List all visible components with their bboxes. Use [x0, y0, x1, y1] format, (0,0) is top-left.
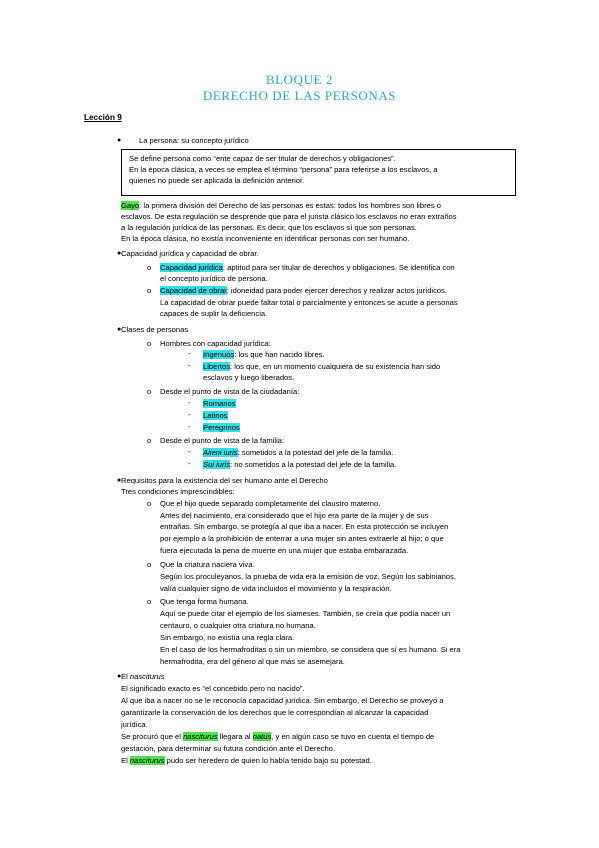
condition-text: Sin embargo, no existía una regla clara.	[160, 633, 295, 642]
bullet-icon: ●	[117, 673, 122, 680]
sub-bullet-icon: o	[147, 560, 152, 569]
gayo-highlight: Gayo	[121, 201, 140, 210]
condition-text: fuera ejecutada la pena de muerte en una mujer que estaba embarazada.	[160, 546, 409, 555]
bullet-icon: ●	[117, 250, 122, 257]
nasciturus-text: Al que iba a nacer no se le reconocía capacidad jurídica. Sin embargo, el Derecho se proveyó a	[121, 696, 444, 705]
capacidad-juridica-line: Capacidad jurídica: aptitud para ser titular de derechos y obligaciones. Se identifica con	[160, 263, 455, 272]
sub-bullet-icon: o	[147, 436, 152, 445]
capacidad-juridica-highlight: Capacidad jurídica	[160, 263, 223, 272]
condition-title: Que la criatura naciera viva.	[160, 560, 255, 569]
capacidad-juridica-line: el concepto jurídico de persona.	[160, 274, 268, 283]
condition-title: Que el hijo quede separado completamente del claustro materno.	[160, 499, 381, 508]
sub-bullet-icon: o	[147, 339, 152, 348]
capacidad-obrar-highlight: Capacidad de obrar	[160, 286, 227, 295]
capacidad-obrar-line: capaces de suplir la deficiencia.	[160, 309, 268, 318]
condition-text: Aquí se puede citar el ejemplo de los siameses. También, se creía que podía nacer un	[160, 609, 451, 618]
alieni-line: Alieni iuris: sometidos a la potestad del jefe de la familia.	[203, 448, 394, 457]
libertos-line: Libertos: los que, en un momento cualquiera de su existencia han sido	[203, 362, 441, 371]
document-title-line1: BLOQUE 2	[265, 72, 334, 87]
section-clases-heading: Clases de personas	[121, 325, 189, 334]
definition-line: En la época clásica, a veces se emplea el término “persona” para referirse a los esclavos, a	[129, 165, 438, 174]
gayo-paragraph-line: a la regulación jurídica de las personas. Es decir, que los esclavos sí que son personas.	[121, 223, 417, 232]
condition-text: por ejemplo a la prohibición de enterrar a una mujer sin antes extraerle al hijo; o que	[160, 534, 444, 543]
nasciturus-text: jurídica.	[121, 720, 148, 729]
romanos-item: Romanos	[203, 399, 236, 408]
peregrinos-item: Peregrinos	[203, 423, 240, 432]
condition-text: hermafrodita, era del género al que más se asemejara.	[160, 657, 345, 666]
clases-sub-heading: Desde el punto de vista de la familia:	[160, 436, 285, 445]
capacidad-obrar-line: La capacidad de obrar puede faltar total o parcialmente y entonces se acude a personas	[160, 298, 458, 307]
condition-text: entrañas. Sin embargo, se protegía al que iba a nacer. En esta protección se incluyen	[160, 522, 449, 531]
nasciturus-text: El nasciturus pudo ser heredero de quien lo había tenido bajo su potestad.	[121, 756, 372, 765]
dash-icon: -	[188, 459, 191, 468]
section-requisitos-heading: Requisitos para la existencia del ser humano ante el Derecho	[121, 476, 328, 485]
dash-icon: -	[188, 398, 191, 407]
latinos-item: Latinos	[203, 411, 228, 420]
condition-text: En el caso de los hermafroditas o sin un miembro, se considera que sí es humano. Si era	[160, 645, 461, 654]
nasciturus-text: garantizarle la conservación de los derechos que le correspondían al alcanzar la capacidad	[121, 708, 429, 717]
section-capacidad-heading: Capacidad jurídica y capacidad de obrar.	[121, 249, 259, 258]
nasciturus-text: El significado exacto es “el concebido pero no nacido”.	[121, 684, 305, 693]
ingenuos-line: Ingenuos: los que han nacido libres.	[203, 350, 325, 359]
dash-icon: -	[188, 349, 191, 358]
bullet-icon: ●	[117, 326, 122, 333]
definition-line: quienes no puede ser aplicada la definición anterior.	[129, 176, 305, 185]
bullet-icon: ●	[117, 477, 122, 484]
condition-text: Antes del nacimiento, era considerado que el hijo era parte de la mujer y de sus	[160, 511, 429, 520]
clases-sub-heading: Hombres con capacidad jurídica:	[160, 339, 271, 348]
nasciturus-text: gestación, para determinar su futura condición ante el Derecho.	[121, 744, 336, 753]
sub-bullet-icon: o	[147, 286, 152, 295]
document-title-line2: DERECHO DE LAS PERSONAS	[202, 88, 397, 103]
dash-icon: -	[188, 361, 191, 370]
condition-title: Que tenga forma humana.	[160, 597, 249, 606]
nasciturus-text: Se procuró que el nasciturus llegara al natus, y en algún caso se tuvo en cuenta el tiempo de	[121, 732, 435, 741]
section-nasciturus-heading: El nasciturus	[121, 672, 165, 681]
condition-text: valía cualquier signo de vida incluidos el movimiento y la respiración.	[160, 584, 392, 593]
section-persona-heading: La persona: su concepto jurídico	[139, 136, 249, 145]
sui-iuris-line: Sui iuris: no sometidos a la potestad del jefe de la familia.	[203, 460, 397, 469]
condition-text: centauro, o cualquier otra criatura no humana.	[160, 621, 316, 630]
dash-icon: -	[188, 422, 191, 431]
dash-icon: -	[188, 447, 191, 456]
condition-text: Según los proculeyanos, la prueba de vida era la emisión de voz. Según los sabinianos,	[160, 572, 456, 581]
dash-icon: -	[188, 410, 191, 419]
gayo-paragraph-line: Gayo: la primera división del Derecho de las personas es estas: todos los hombres son libres o	[121, 201, 441, 210]
bullet-icon: ●	[117, 137, 122, 144]
capacidad-obrar-line: Capacidad de obrar: idoneidad para poder ejercer derechos y realizar actos jurídicos.	[160, 286, 448, 295]
sub-bullet-icon: o	[147, 387, 152, 396]
gayo-paragraph-line: En la época clásica, no existía inconveniente en identificar personas con ser humano.	[121, 234, 410, 243]
definition-line: Se define persona como “ente capaz de ser titular de derechos y obligaciones”.	[129, 154, 396, 163]
sub-bullet-icon: o	[147, 499, 152, 508]
sub-bullet-icon: o	[147, 597, 152, 606]
clases-sub-heading: Desde el punto de vista de la ciudadanía:	[160, 387, 300, 396]
gayo-paragraph-line: esclavos. De esta regulación se desprende que para el jurista clásico los esclavos no eran extraños	[121, 212, 457, 221]
sub-bullet-icon: o	[147, 263, 152, 272]
requisitos-intro: Tres condiciones imprescindibles:	[121, 487, 235, 496]
lesson-heading: Lección 9	[84, 113, 122, 122]
libertos-line: esclavos y luego liberados.	[203, 373, 295, 382]
